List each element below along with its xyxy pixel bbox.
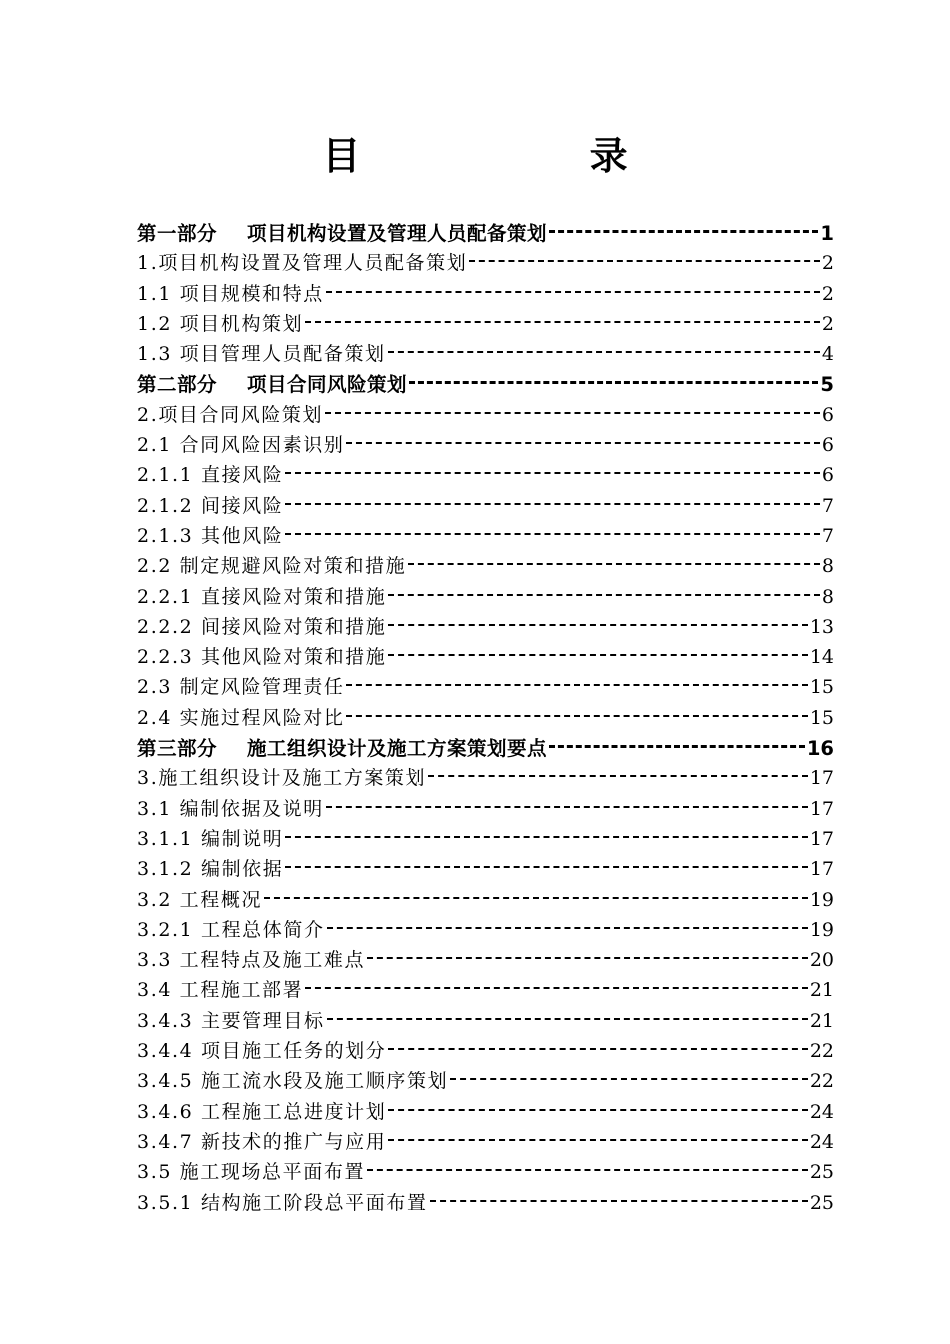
toc-entry-title: 2.1 合同风险因素识别	[137, 434, 345, 457]
toc-leader-line	[327, 1017, 808, 1020]
toc-part-heading[interactable]	[137, 369, 834, 399]
toc-entry-title: 2.2.2 间接风险对策和措施	[137, 615, 387, 638]
toc-page-number: 21	[809, 979, 834, 1002]
toc-entry-title: 第一部分	[137, 222, 218, 245]
toc-entry-label	[137, 339, 386, 366]
toc-entry-label	[137, 642, 386, 669]
toc-entry-label	[137, 279, 324, 306]
toc-leader-line	[388, 653, 807, 656]
toc-entry-label	[137, 672, 344, 699]
toc-leader-line	[285, 865, 807, 868]
toc-page-number: 16	[806, 737, 834, 761]
toc-leader-line	[264, 896, 808, 899]
toc-entry-title: 3.1.1 编制说明	[137, 827, 284, 850]
toc-entry-title: 第二部分	[137, 373, 218, 397]
toc-entry-title: 2.2 制定规避风险对策和措施	[137, 555, 407, 578]
toc-entry[interactable]	[137, 279, 834, 309]
toc-entry-label	[137, 1066, 448, 1093]
toc-entry-label	[137, 521, 283, 548]
toc-entry-title: 3.4.4 项目施工任务的划分	[137, 1040, 387, 1063]
toc-page-number: 22	[809, 1040, 834, 1063]
toc-page-number: 13	[809, 615, 834, 638]
toc-page-number: 17	[809, 827, 834, 850]
toc-entry[interactable]	[137, 430, 834, 460]
toc-leader-line	[285, 471, 820, 474]
toc-page-number: 17	[809, 858, 834, 881]
toc-entry-label	[137, 309, 303, 336]
toc-page-number: 22	[809, 1070, 834, 1093]
toc-entry-subtitle: 施工组织设计及施工方案策划要点	[247, 737, 548, 761]
toc-entry[interactable]	[137, 1157, 834, 1187]
toc-entry-label	[137, 824, 283, 851]
toc-entry-label	[137, 1127, 386, 1154]
toc-entry[interactable]	[137, 1036, 834, 1066]
toc-entry[interactable]	[137, 763, 834, 793]
toc-leader-line	[285, 835, 807, 838]
toc-entry-title: 3.4.6 工程施工总进度计划	[137, 1100, 387, 1123]
toc-entry[interactable]	[137, 854, 834, 884]
toc-entry-title: 2.项目合同风险策划	[137, 403, 324, 426]
toc-entry[interactable]	[137, 642, 834, 672]
toc-entry-title: 1.2 项目机构策划	[137, 312, 304, 335]
toc-entry-title: 第三部分	[137, 737, 218, 761]
toc-page-number: 19	[809, 888, 834, 911]
toc-leader-line	[388, 1108, 807, 1111]
toc-entry[interactable]	[137, 703, 834, 733]
toc-entry[interactable]	[137, 794, 834, 824]
toc-leader-line	[388, 593, 820, 596]
toc-entry-label	[137, 794, 324, 821]
toc-entry-title: 3.4.5 施工流水段及施工顺序策划	[137, 1070, 449, 1093]
toc-entry-title: 2.4 实施过程风险对比	[137, 706, 345, 729]
toc-entry-title: 3.2 工程概况	[137, 888, 263, 911]
toc-entry-title: 1.1 项目规模和特点	[137, 282, 324, 305]
toc-leader-line	[285, 502, 820, 505]
toc-entry-label	[137, 733, 547, 761]
toc-page-number: 6	[821, 403, 834, 426]
toc-leader-line	[469, 259, 820, 262]
toc-leader-line	[367, 956, 808, 959]
toc-entry[interactable]	[137, 915, 834, 945]
toc-entry[interactable]	[137, 309, 834, 339]
toc-leader-line	[409, 380, 818, 384]
toc-entry-title: 2.2.1 直接风险对策和措施	[137, 585, 387, 608]
toc-page-number: 25	[809, 1191, 834, 1214]
toc-page-number: 21	[809, 1009, 834, 1032]
toc-entry-title: 1.项目机构设置及管理人员配备策划	[137, 252, 468, 275]
toc-entry-label	[137, 885, 262, 912]
toc-entry-title: 2.3 制定风险管理责任	[137, 676, 345, 699]
toc-page-number: 25	[809, 1161, 834, 1184]
toc-page-number: 19	[809, 918, 834, 941]
toc-entry[interactable]	[137, 945, 834, 975]
toc-entry-title: 3.4.7 新技术的推广与应用	[137, 1130, 387, 1153]
toc-entry[interactable]	[137, 551, 834, 581]
toc-entry-subtitle: 项目机构设置及管理人员配备策划	[247, 222, 548, 245]
toc-entry-title: 2.1.3 其他风险	[137, 524, 284, 547]
toc-page-number: 7	[821, 494, 834, 517]
toc-entry-label	[137, 763, 426, 790]
toc-entry[interactable]	[137, 672, 834, 702]
toc-leader-line	[346, 683, 807, 686]
toc-entry[interactable]	[137, 400, 834, 430]
toc-entry-label	[137, 491, 283, 518]
toc-leader-line	[346, 441, 819, 444]
toc-page-number: 7	[821, 524, 834, 547]
toc-entry-label	[137, 218, 547, 246]
toc-entry[interactable]	[137, 1006, 834, 1036]
toc-entry-title: 2.1.2 间接风险	[137, 494, 284, 517]
toc-entry-title: 2.2.3 其他风险对策和措施	[137, 646, 387, 669]
toc-entry[interactable]	[137, 248, 834, 278]
toc-leader-line	[346, 714, 807, 717]
toc-page-number: 14	[809, 646, 834, 669]
toc-entry[interactable]	[137, 491, 834, 521]
toc-entry-title: 3.3 工程特点及施工难点	[137, 949, 366, 972]
toc-entry-label	[137, 915, 325, 942]
toc-entry-label	[137, 703, 344, 730]
toc-entry-label	[137, 551, 406, 578]
toc-entry-title: 3.4.3 主要管理目标	[137, 1009, 325, 1032]
toc-entry[interactable]	[137, 612, 834, 642]
toc-entry-label	[137, 1036, 386, 1063]
toc-entry-title: 1.3 项目管理人员配备策划	[137, 343, 386, 366]
toc-entry-label	[137, 369, 407, 397]
toc-entry[interactable]	[137, 460, 834, 490]
toc-entry-label	[137, 582, 386, 609]
toc-page-number: 5	[820, 373, 834, 397]
toc-entry-label	[137, 1188, 428, 1215]
toc-entry-title: 3.1 编制依据及说明	[137, 797, 324, 820]
toc-page-number: 17	[809, 797, 834, 820]
toc-entry-title: 2.1.1 直接风险	[137, 464, 284, 487]
toc-page-number: 4	[821, 343, 834, 366]
toc-entry-subtitle: 项目合同风险策划	[247, 373, 408, 397]
toc-page-number: 6	[821, 434, 834, 457]
toc-leader-line	[367, 1168, 808, 1171]
page-title: 目 录	[322, 134, 736, 178]
toc-leader-line	[327, 926, 808, 929]
toc-leader-line	[408, 562, 820, 565]
toc-leader-line	[388, 1138, 807, 1141]
toc-entry-label	[137, 945, 365, 972]
toc-entry[interactable]	[137, 1188, 834, 1218]
toc-leader-line	[326, 290, 820, 293]
toc-page-number: 6	[821, 464, 834, 487]
toc-page-number: 24	[809, 1130, 834, 1153]
toc-leader-line	[388, 1047, 807, 1050]
toc-entry[interactable]	[137, 885, 834, 915]
toc-leader-line	[430, 1199, 808, 1202]
toc-leader-line	[285, 532, 820, 535]
toc-leader-line	[549, 744, 805, 748]
toc-page-number: 8	[821, 555, 834, 578]
toc-entry[interactable]	[137, 521, 834, 551]
toc-entry-title: 3.2.1 工程总体简介	[137, 918, 325, 941]
toc-page-number: 15	[809, 706, 834, 729]
toc-leader-line	[428, 774, 808, 777]
toc-part-heading[interactable]	[137, 733, 834, 763]
toc-page-number: 8	[821, 585, 834, 608]
toc-entry-title: 3.1.2 编制依据	[137, 858, 284, 881]
toc-leader-line	[388, 623, 807, 626]
toc-entry[interactable]	[137, 824, 834, 854]
toc-page-number: 20	[809, 949, 834, 972]
toc-page-number: 17	[809, 767, 834, 790]
toc-entry-title: 3.5.1 结构施工阶段总平面布置	[137, 1191, 428, 1214]
toc-entry-label	[137, 1097, 386, 1124]
toc-leader-line	[450, 1077, 808, 1080]
toc-entry-label	[137, 248, 467, 275]
toc-entry-label	[137, 430, 344, 457]
toc-page-number: 2	[821, 312, 834, 335]
toc-entry-label	[137, 400, 323, 427]
toc-entry-label	[137, 612, 386, 639]
toc-page-number: 1	[820, 222, 834, 245]
toc-leader-line	[305, 320, 820, 323]
toc-entry[interactable]	[137, 582, 834, 612]
toc-entry[interactable]	[137, 339, 834, 369]
toc-entry[interactable]	[137, 975, 834, 1005]
toc-page-number: 2	[821, 252, 834, 275]
toc-entry-label	[137, 975, 303, 1002]
toc-leader-line	[388, 350, 820, 353]
toc-entry[interactable]	[137, 1066, 834, 1096]
toc-entry-label	[137, 1157, 365, 1184]
toc-entry-title: 3.施工组织设计及施工方案策划	[137, 767, 427, 790]
toc-leader-line	[326, 805, 808, 808]
toc-entry-label	[137, 460, 283, 487]
toc-entry-label	[137, 1006, 325, 1033]
table-of-contents	[137, 218, 834, 1218]
toc-leader-line	[305, 986, 808, 989]
toc-leader-line	[549, 229, 818, 233]
toc-page-number: 15	[809, 676, 834, 699]
toc-part-heading[interactable]	[137, 218, 834, 248]
toc-page-number: 24	[809, 1100, 834, 1123]
toc-page-number: 2	[821, 282, 834, 305]
toc-entry-title: 3.4 工程施工部署	[137, 979, 304, 1002]
toc-entry-title: 3.5 施工现场总平面布置	[137, 1161, 366, 1184]
toc-entry[interactable]	[137, 1127, 834, 1157]
toc-leader-line	[325, 411, 820, 414]
toc-entry[interactable]	[137, 1097, 834, 1127]
toc-entry-label	[137, 854, 283, 881]
